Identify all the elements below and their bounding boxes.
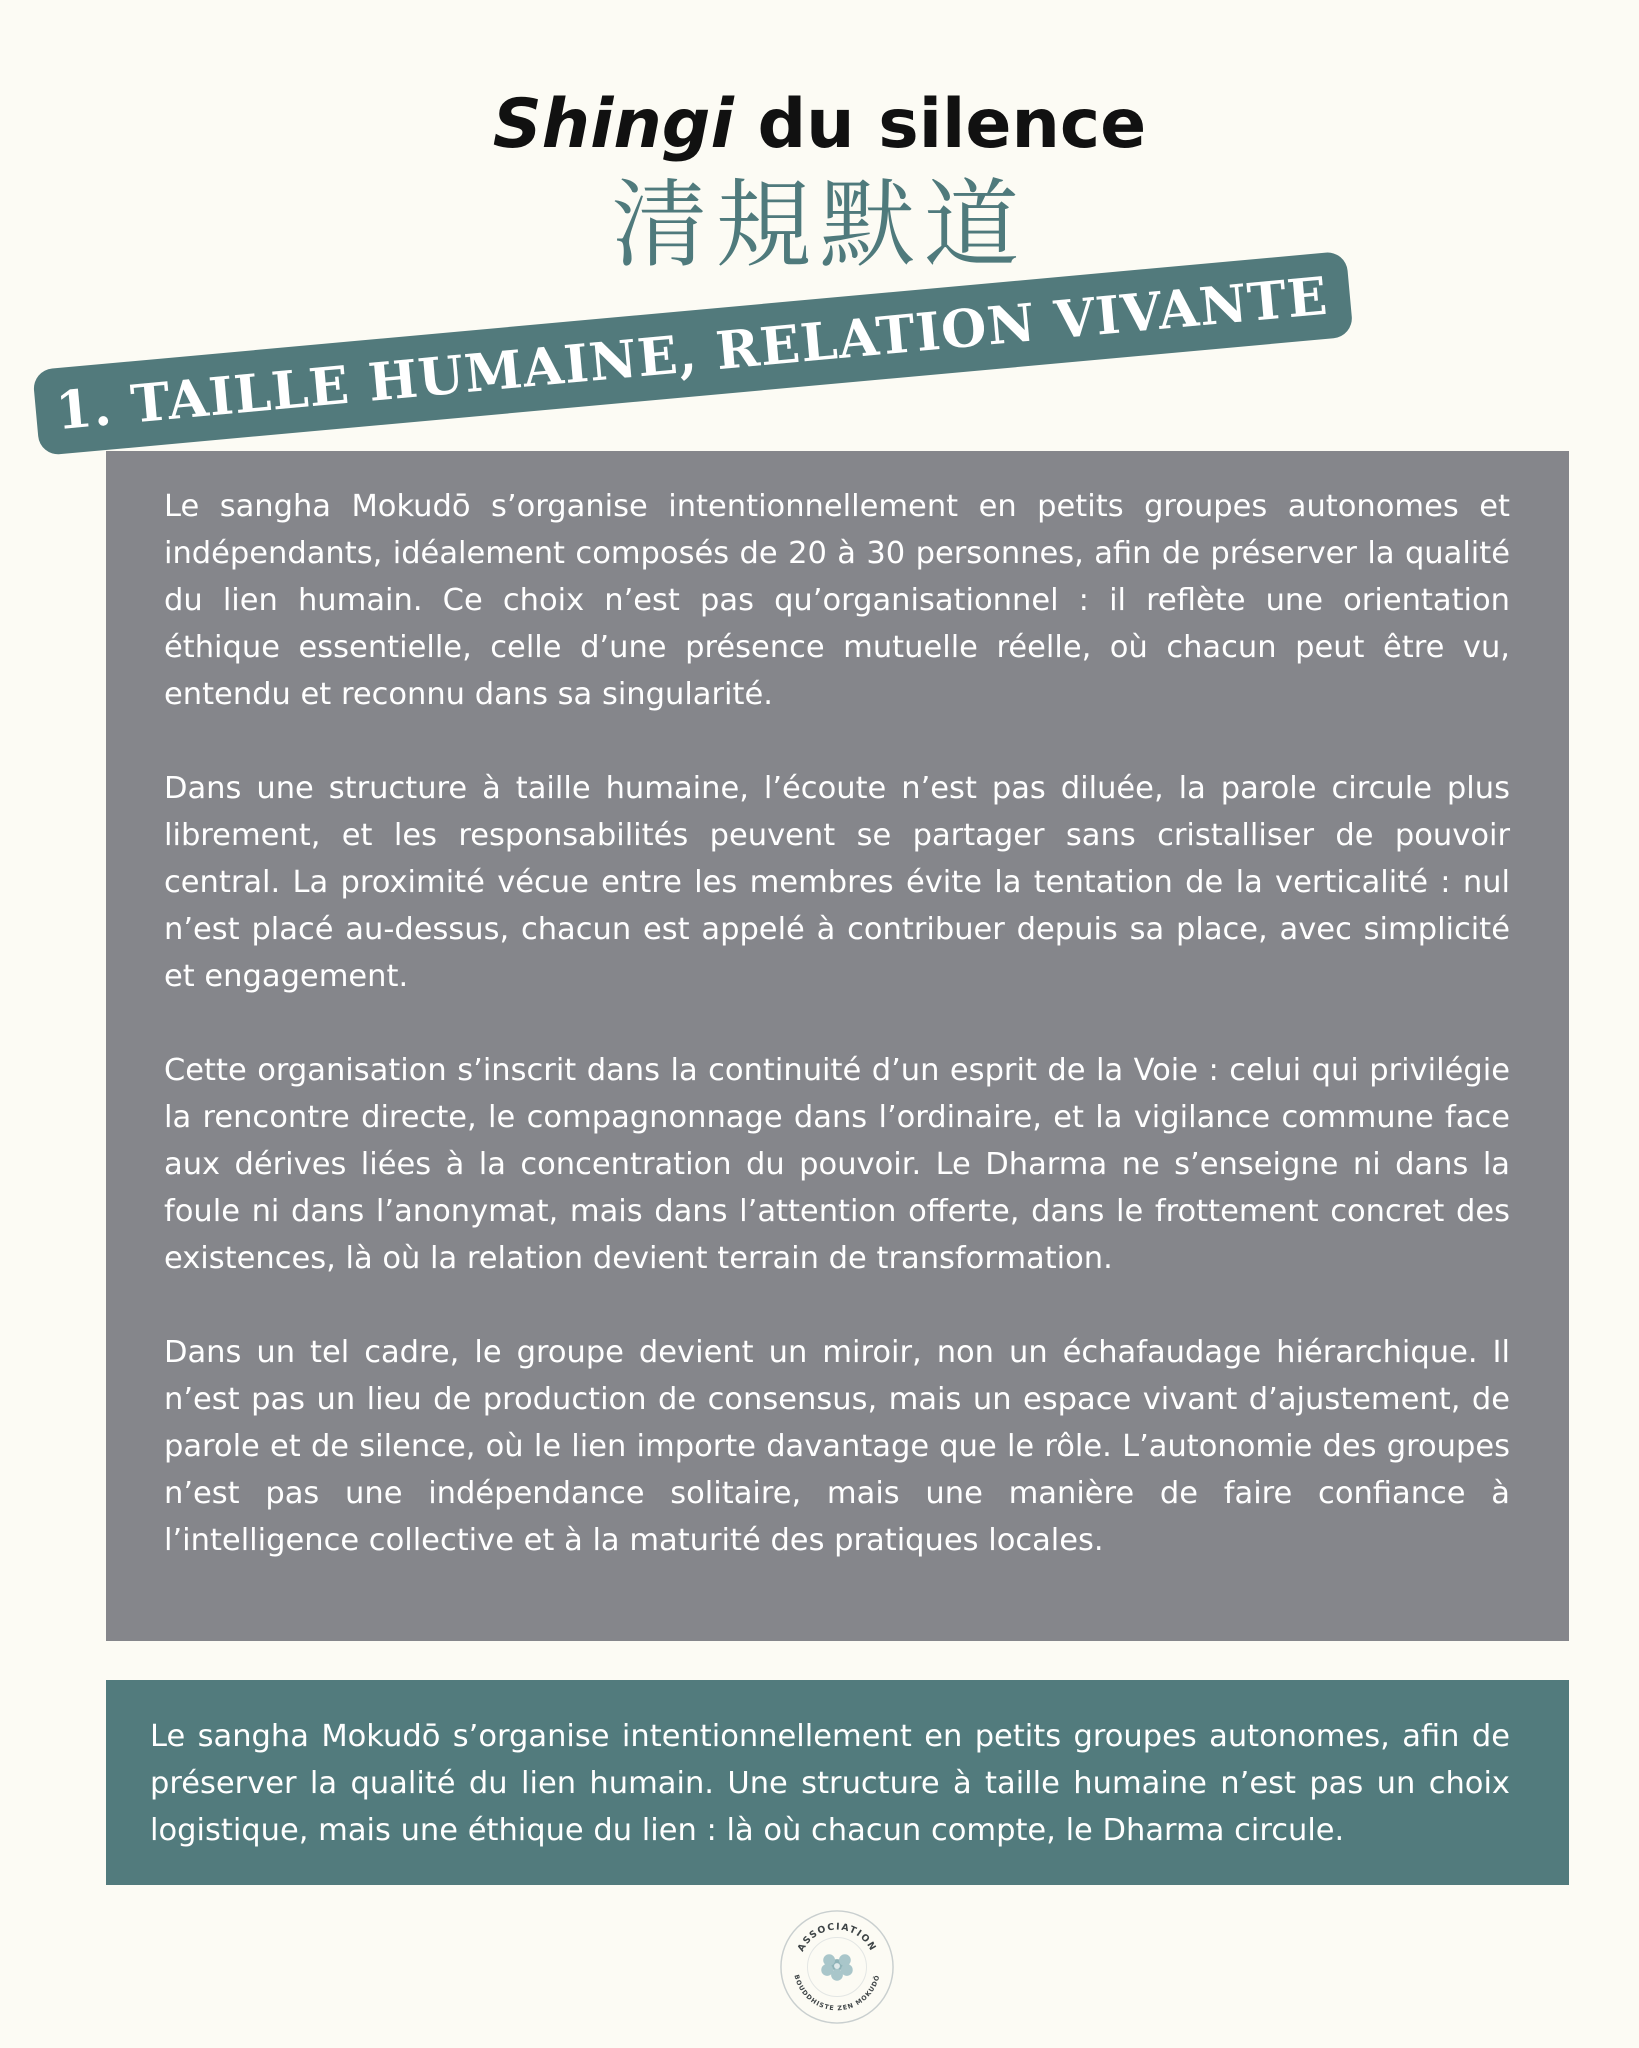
content-text (164, 483, 1510, 1564)
title-rest: du silence (733, 85, 1147, 164)
page-title (0, 85, 1639, 165)
logo-text-top: ASSOCIATION (795, 1921, 879, 1954)
section-heading: 1. TAILLE HUMAINE, RELATION VIVANTE (32, 251, 1353, 456)
paragraph: Dans un tel cadre, le groupe devient un miroir, non un échafaudage hiérarchique. Il n’est pas un lieu de production de consensus, mais un espace vivant d’ajustement, de parole et de silence, où le lien importe davantage que le rôle. L’autonomie des groupes n’est pas une indépendance solitaire, mais une manière de faire confiance à l’intelligence collective et à la maturité des pratiques locales. (164, 1335, 1510, 1558)
title-italic: Shingi (492, 85, 734, 164)
paragraph: Dans une structure à taille humaine, l’écoute n’est pas diluée, la parole circule plus librement, et les responsabilités peuvent se partager sans cristalliser de pouvoir central. La proximité vécue entre les membres évite la tentation de la verticalité : nul n’est placé au-dessus, chacun est appelé à contribuer depuis sa place, avec simplicité et engagement. (164, 771, 1510, 994)
summary-text: Le sangha Mokudō s’organise intentionnellement en petits groupes autonomes, afin de préserver la qualité du lien humain. Une structure à taille humaine n’est pas un choix logistique, mais une éthique du lien : là où chacun compte, le Dharma circule. (150, 1719, 1510, 1848)
logo-text-bottom: BOUDDHISTE ZEN MOKUDŌ (792, 1973, 882, 2013)
kanji-subtitle: 清規默道 (611, 169, 1028, 281)
association-logo (778, 1908, 896, 2026)
paragraph: Cette organisation s’inscrit dans la continuité d’un esprit de la Voie : celui qui privilégie la rencontre directe, le compagnonnage dans l’ordinaire, et la vigilance commune face aux dérives liées à la concentration du pouvoir. Le Dharma ne s’enseigne ni dans la foule ni dans l’anonymat, mais dans l’attention offerte, dans le frottement concret des existences, là où la relation devient terrain de transformation. (164, 1053, 1510, 1276)
paragraph: Le sangha Mokudō s’organise intentionnellement en petits groupes autonomes et indépendants, idéalement composés de 20 à 30 personnes, afin de préserver la qualité du lien humain. Ce choix n’est pas qu’organisationnel : il reflète une orientation éthique essentielle, celle d’une présence mutuelle réelle, où chacun peut être vu, entendu et reconnu dans sa singularité. (164, 489, 1510, 712)
